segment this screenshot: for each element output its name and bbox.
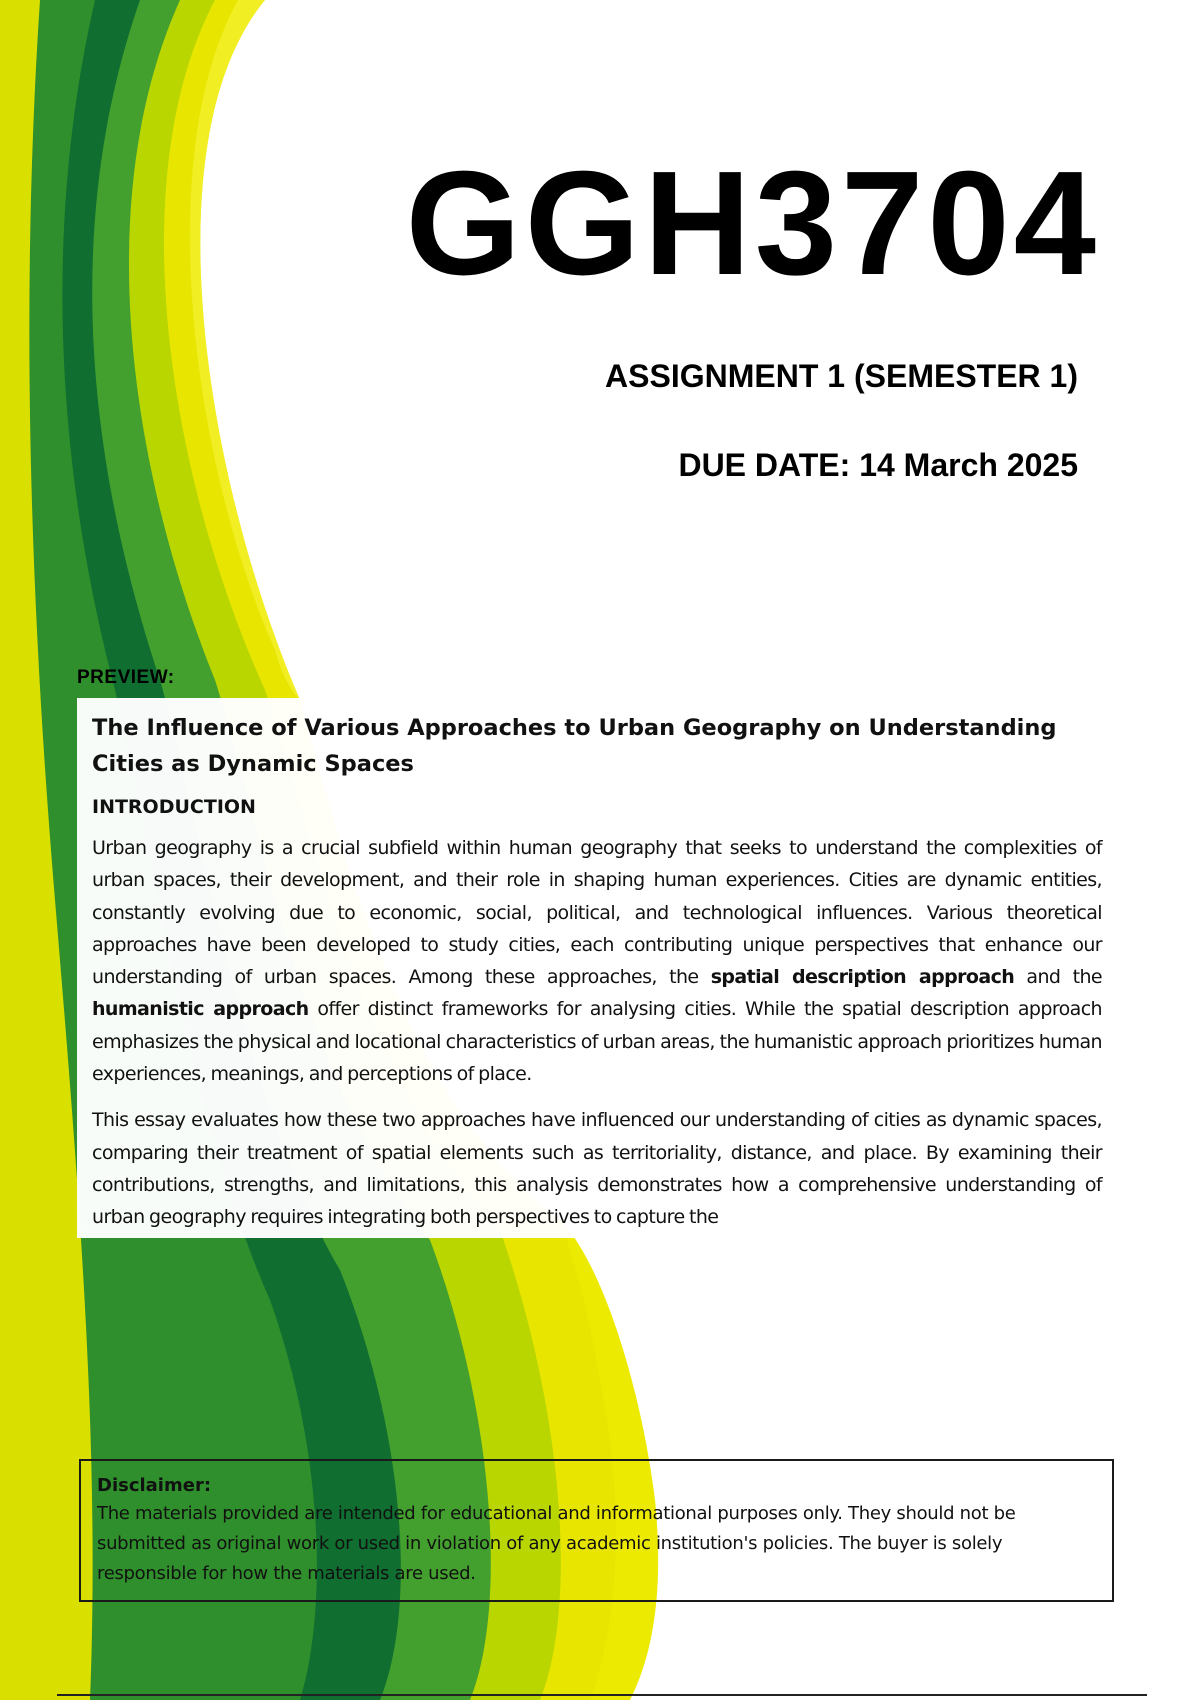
disclaimer-text: The materials provided are intended for educational and informational purposes only. They should not be submitted as original work or used in violation of any academic institution's policies. The buyer is solely responsible for how the materials are used.: [97, 1503, 1016, 1584]
intro-paragraph-2: This essay evaluates how these two approaches have influenced our understanding of cities as dynamic spaces, comparing their treatment of spatial elements such as territoriality, distance, and place. By examining their contributions, strengths, and limitations, this analysis demonstrates how a comprehensive understanding of urban geography requires integrating both perspectives to capture the: [92, 1109, 1102, 1229]
introduction-heading: INTRODUCTION: [92, 796, 256, 818]
preview-excerpt-box: [77, 698, 1117, 1238]
due-date: DUE DATE: 14 March 2025: [678, 447, 1078, 483]
bold-term-humanistic: humanistic approach: [92, 998, 309, 1021]
essay-title: The Influence of Various Approaches to Urban Geography on Understanding Cities as Dynamic Spaces: [92, 715, 1057, 777]
para-text: and the: [1014, 966, 1102, 989]
bold-term-spatial: spatial description approach: [710, 966, 1015, 989]
para-text: Urban geography is a crucial subfield within human geography that seeks to understand the complexities of urban spaces, their development, and their role in shaping human experiences. Cities are dynamic entities, constantly evolving due to economic, social, political, and technological influences. Various theoretical approaches have been developed to study cities, each contributing unique perspectives that enhance our understanding of urban spaces. Among these approaches, the: [92, 837, 1102, 989]
para-text: offer distinct frameworks for analysing cities. While the spatial description approach emphasizes the physical and locational characteristics of urban areas, the humanistic approach prioritizes human experiences, meanings, and perceptions of place.: [92, 998, 1102, 1086]
disclaimer-label: Disclaimer:: [97, 1475, 212, 1496]
preview-label: PREVIEW:: [77, 667, 175, 688]
intro-paragraph-1: [92, 832, 1102, 1090]
footer-divider: [57, 1694, 1147, 1696]
course-code-title: GGH3704: [405, 141, 1100, 306]
disclaimer-box: [79, 1459, 1114, 1602]
assignment-title: ASSIGNMENT 1 (SEMESTER 1): [605, 358, 1078, 394]
